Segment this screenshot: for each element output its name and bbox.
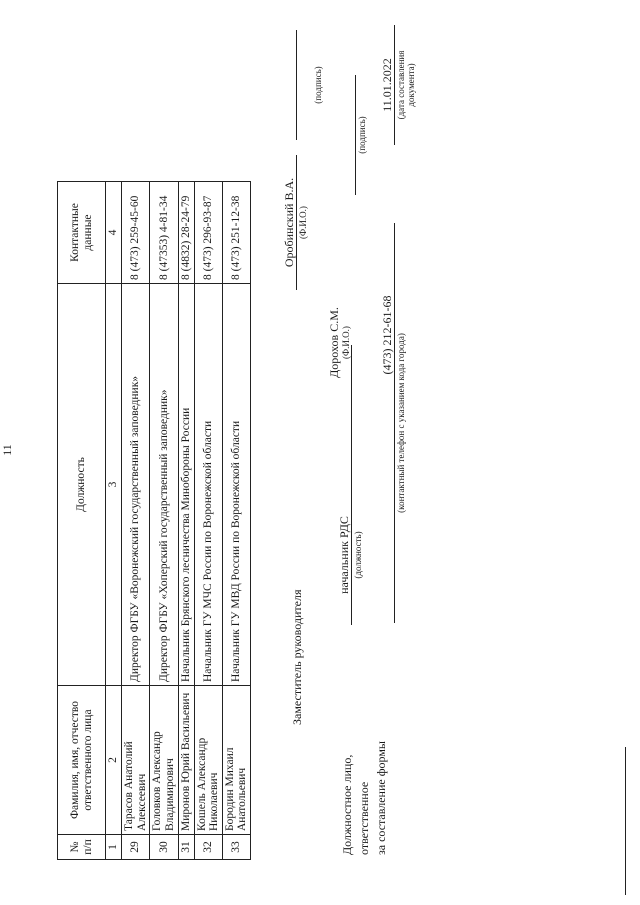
deputy-signature-line: [296, 30, 297, 140]
row-name: Тарасов Анатолий Алексеевич: [122, 686, 150, 835]
deputy-name: Оробинский В.А.: [282, 177, 296, 268]
responsible-label-line1: Должностное лицо,: [340, 754, 354, 855]
row-num: 33: [222, 835, 250, 860]
responsible-position-caption: (должность): [353, 531, 363, 579]
responsible-position: начальник РДС: [337, 516, 351, 594]
row-position: Начальник Брянского лесничества Минобороны России: [178, 284, 194, 686]
table-row: [122, 182, 150, 860]
row-name: Миронов Юрий Васильевич: [178, 686, 194, 835]
responsible-date: 11.01.2022: [380, 58, 394, 112]
column-number-row: [106, 182, 122, 860]
responsible-position-line: [351, 345, 352, 625]
responsible-name-caption: (Ф.И.О.): [341, 326, 351, 359]
deputy-signature-caption: (подпись): [313, 66, 323, 104]
responsible-name: Дорохов С.М.: [327, 307, 341, 378]
footer-rule: [625, 747, 626, 895]
row-position: Начальник ГУ МВД России по Воронежской области: [222, 284, 250, 686]
header-contact: Контактные данные: [58, 182, 106, 284]
row-num: 31: [178, 835, 194, 860]
column-number: 2: [106, 686, 122, 835]
row-contact: 8 (473) 296-93-87: [194, 182, 222, 284]
row-name: Бородин Михаил Анатольевич: [222, 686, 250, 835]
deputy-name-caption: (Ф.И.О.): [298, 206, 308, 239]
table-row: [222, 182, 250, 860]
table-row: [178, 182, 194, 860]
row-num: 30: [150, 835, 178, 860]
responsible-phone-caption: (контактный телефон с указанием кода города): [396, 333, 406, 513]
table-row: [150, 182, 178, 860]
header-name: Фамилия, имя, отчество ответственного лица: [58, 686, 106, 835]
header-num: № п/п: [58, 835, 106, 860]
row-position: Директор ФГБУ «Воронежский государственный заповедник»: [122, 284, 150, 686]
column-number: 1: [106, 835, 122, 860]
deputy-label: Заместитель руководителя: [290, 589, 304, 725]
responsible-signature-line: [355, 75, 356, 195]
responsible-label-line3: за составление формы: [374, 741, 388, 855]
responsible-phone: (473) 212-61-68: [380, 295, 394, 375]
row-name: Кошель Александр Николаевич: [194, 686, 222, 835]
table-header-row: [58, 182, 106, 860]
responsible-persons-table: [57, 181, 251, 860]
header-position: Должность: [58, 284, 106, 686]
responsible-date-caption-line1: (дата составления: [396, 50, 406, 120]
responsible-label-line2: ответственное: [357, 781, 371, 855]
responsible-signature-caption: (подпись): [357, 116, 367, 154]
row-num: 32: [194, 835, 222, 860]
page-number: 11: [0, 444, 14, 456]
responsible-phone-line: [394, 223, 395, 623]
responsible-date-line: [394, 25, 395, 145]
row-contact: 8 (473) 259-45-60: [122, 182, 150, 284]
column-number: 4: [106, 182, 122, 284]
column-number: 3: [106, 284, 122, 686]
row-contact: 8 (473) 251-12-38: [222, 182, 250, 284]
responsible-date-caption-line2: документа): [406, 63, 416, 107]
table-row: [194, 182, 222, 860]
row-position: Начальник ГУ МЧС России по Воронежской области: [194, 284, 222, 686]
row-position: Директор ФГБУ «Хоперский государственный заповедник»: [150, 284, 178, 686]
deputy-name-line: [296, 155, 297, 290]
row-num: 29: [122, 835, 150, 860]
row-contact: 8 (47353) 4-81-34: [150, 182, 178, 284]
row-contact: 8 (4832) 28-24-79: [178, 182, 194, 284]
row-name: Головков Александр Владимирович: [150, 686, 178, 835]
